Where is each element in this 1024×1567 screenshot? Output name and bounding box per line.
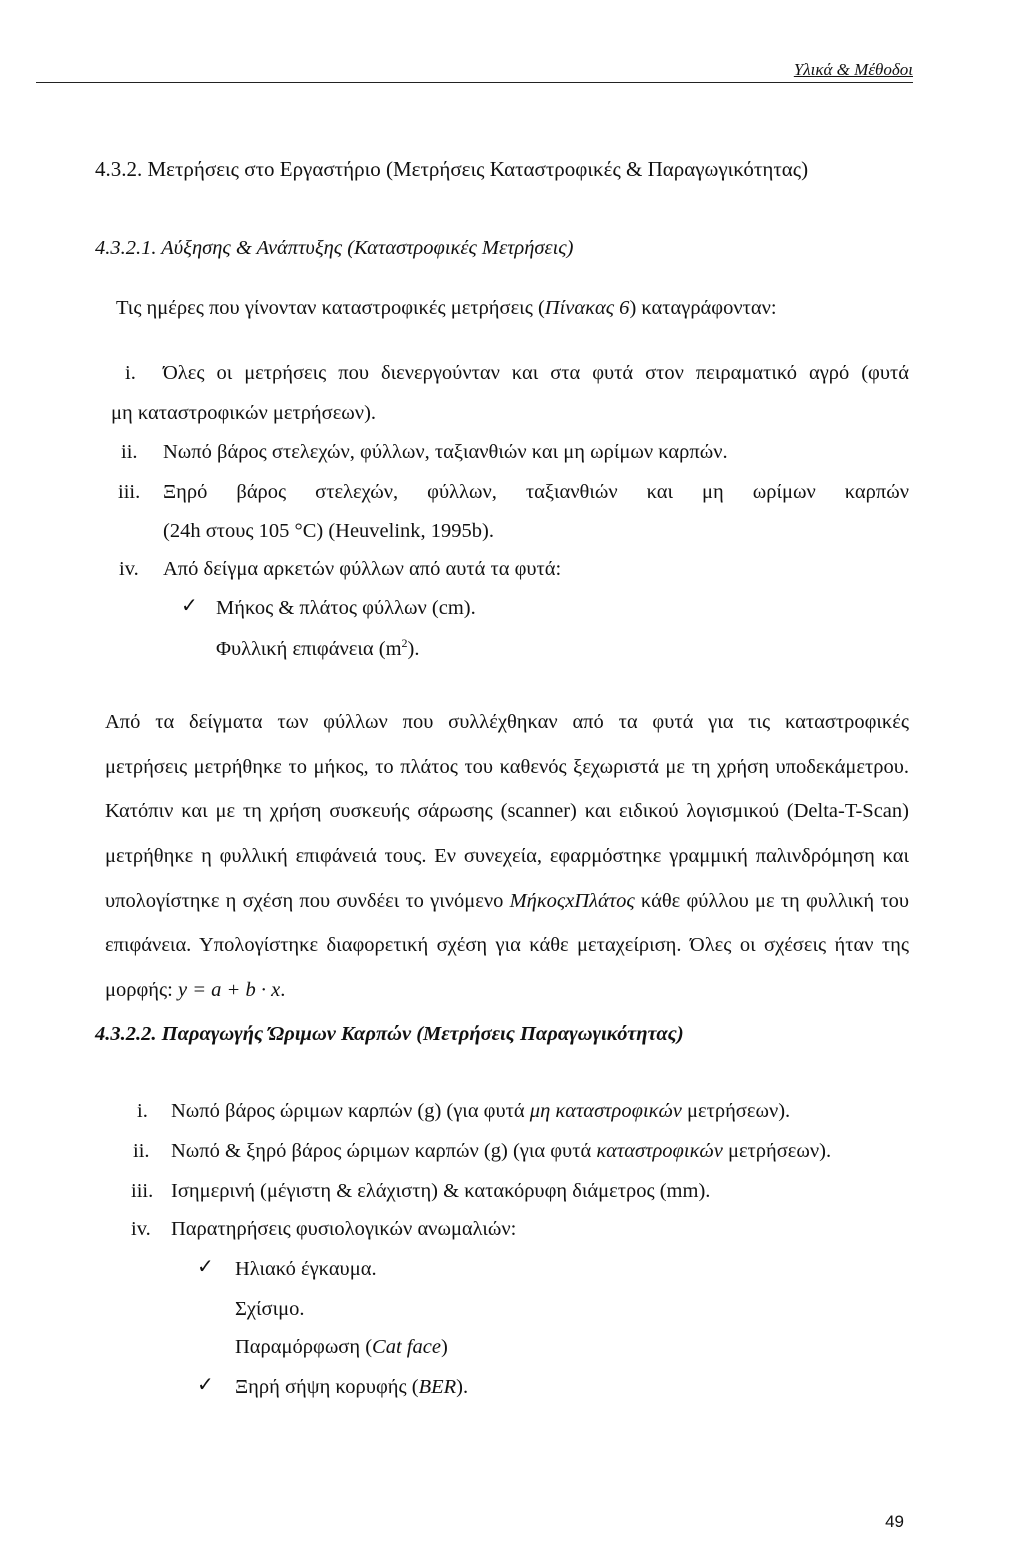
list-number: i.: [125, 362, 136, 384]
section-heading-4-3-2-1: 4.3.2.1. Αύξησης & Ανάπτυξης (Καταστροφικές Μετρήσεις): [95, 237, 574, 259]
list-item-text: Νωπό & ξηρό βάρος ώριμων καρπών (g) (για φυτά καταστροφικών μετρήσεων).: [171, 1140, 832, 1162]
body-paragraph: Από τα δείγματα των φύλλων που συλλέχθηκαν από τα φυτά για τις καταστροφικές μετρήσεις μετρήθηκε το μήκος, το πλάτος του καθενός ξεχωριστά με τη χρήση υποδεκάμετρου. Κατόπιν και με τη χρήση συσκευής σάρωσης (scanner) και ειδικού λογισμικού (Delta-T-Scan) μετρήθηκε η φυλλική επιφάνειά τους. Εν συνεχεία, εφαρμόστηκε γραμμική παλινδρόμηση και υπολογίστηκε η σχέση που συνδέει το γινόμενο ΜήκοςxΠλάτος κάθε φύλλου με τη φυλλική του επιφάνεια. Υπολογίστηκε διαφορετική σχέση για κάθε μεταχείριση. Όλες οι σχέσεις ήταν της μορφής: y = a + b · x.: [95, 700, 909, 1013]
sub-item-text: Μήκος & πλάτος φύλλων (cm).: [216, 597, 476, 619]
list-number: iv.: [119, 558, 139, 580]
list-number: ii.: [133, 1140, 150, 1162]
list-number: iv.: [131, 1218, 151, 1240]
running-header: Υλικά & Μέθοδοι: [793, 60, 913, 79]
list-item-text: Ισημερινή (μέγιστη & ελάχιστη) & κατακόρυφη διάμετρος (mm).: [171, 1180, 711, 1202]
table-reference: Πίνακας 6: [544, 297, 630, 319]
list-number: i.: [137, 1100, 148, 1122]
section-heading-4-3-2: 4.3.2. Μετρήσεις στο Εργαστήριο (Μετρήσεις Καταστροφικές & Παραγωγικότητας): [95, 157, 809, 181]
section-heading-4-3-2-2: 4.3.2.2. Παραγωγής Ώριμων Καρπών (Μετρήσεις Παραγωγικότητας): [95, 1023, 684, 1045]
sub-item-text: Σχίσιμο.: [235, 1298, 305, 1320]
check-icon: ✓: [181, 595, 198, 617]
list-item-text: Από δείγμα αρκετών φύλλων από αυτά τα φυτά:: [163, 558, 562, 580]
sub-item-text: Ξηρή σήψη κορυφής (BER).: [235, 1376, 469, 1398]
intro-sentence: Τις ημέρες που γίνονταν καταστροφικές μετρήσεις (Πίνακας 6) καταγράφονταν:: [116, 297, 777, 319]
list-number: iii.: [131, 1180, 154, 1202]
list-item-text: Νωπό βάρος στελεχών, φύλλων, ταξιανθιών και μη ωρίμων καρπών.: [163, 441, 728, 463]
list-item-text: Νωπό βάρος ώριμων καρπών (g) (για φυτά μη καταστροφικών μετρήσεων).: [171, 1100, 791, 1122]
header-rule: [36, 82, 913, 83]
list-item-text-continued: (24h στους 105 °C) (Heuvelink, 1995b).: [163, 520, 495, 542]
check-icon: ✓: [197, 1374, 214, 1396]
sub-item-text: Ηλιακό έγκαυμα.: [235, 1258, 377, 1280]
check-icon: ✓: [197, 1256, 214, 1278]
page-number: 49: [885, 1512, 904, 1531]
formula: y = a + b · x: [177, 979, 281, 1002]
paragraph-line-product: υπολογίστηκε η σχέση που συνδέει το γινόμενο ΜήκοςxΠλάτος κάθε φύλλου με τη φυλλική του: [105, 889, 909, 912]
list-item-text: Παρατηρήσεις φυσιολογικών ανωμαλιών:: [171, 1218, 517, 1240]
list-item-text: Ξηρό βάρος στελεχών, φύλλων, ταξιανθιών και μη ωρίμων καρπών: [163, 481, 909, 503]
paragraph-line-formula: μορφής: y = a + b · x.: [105, 979, 286, 1002]
sub-item-text: Παραμόρφωση (Cat face): [235, 1336, 448, 1358]
list-item-text-continued: μη καταστροφικών μετρήσεων).: [111, 402, 377, 424]
list-item-text: Όλες οι μετρήσεις που διενεργούνταν και στα φυτά στον πειραματικό αγρό (φυτά: [163, 362, 909, 384]
sub-item-text: Φυλλική επιφάνεια $(m^2)$.: [216, 636, 420, 660]
list-number: iii.: [118, 481, 141, 503]
list-number: ii.: [121, 441, 138, 463]
